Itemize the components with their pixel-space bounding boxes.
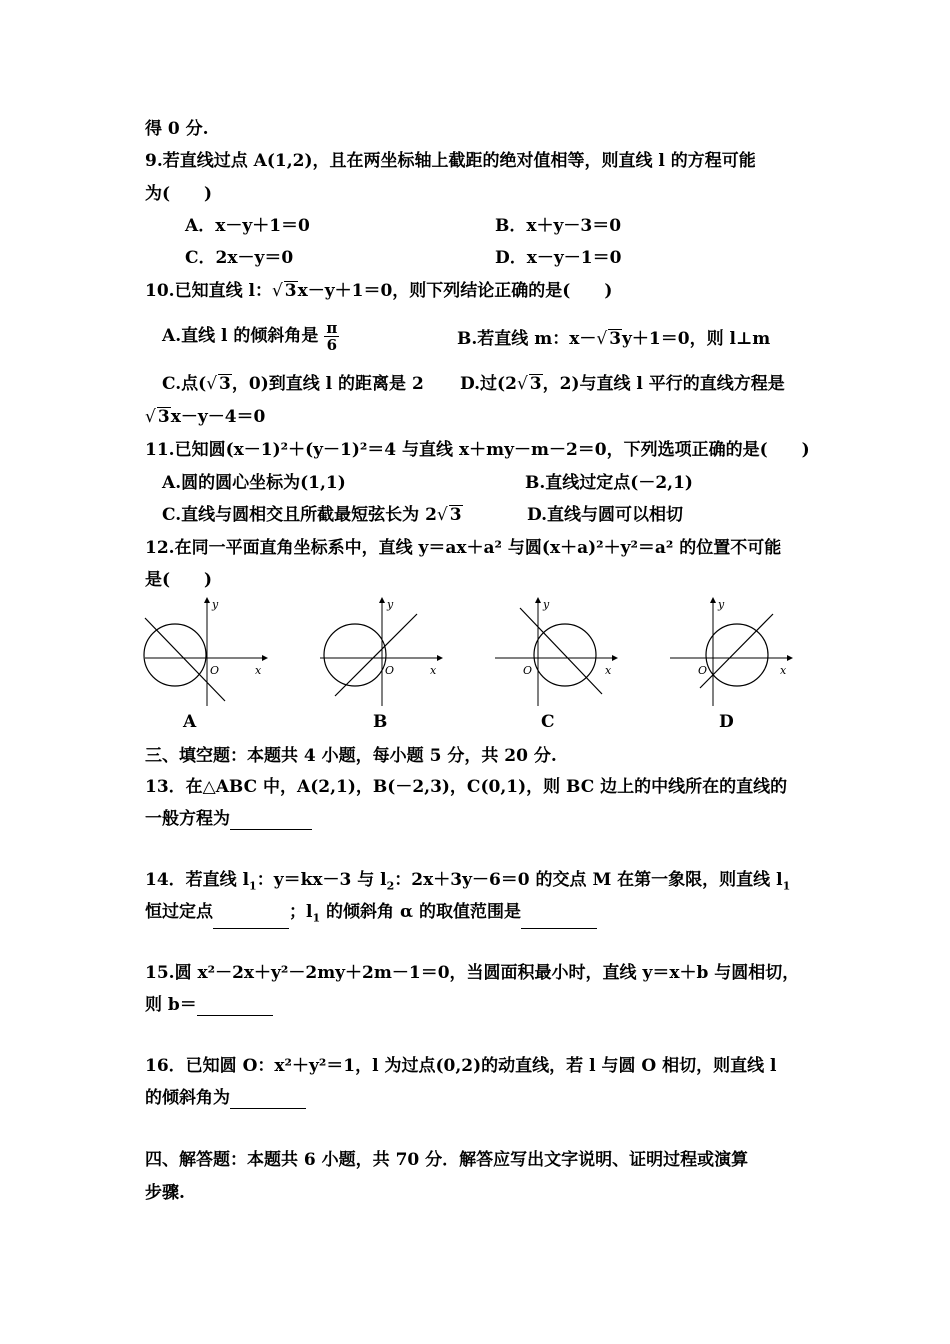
figure-label-c: C [541,712,555,732]
figure-c [490,596,620,708]
question-16-cont: 的倾斜角为 [145,1087,306,1109]
line-prev-end: 得 0 分. [145,119,209,139]
fig-a-y-label: y [212,598,219,611]
question-12: 12.在同一平面直角坐标系中，直线 y＝ax＋a² 与圆(x＋a)²＋y²＝a² 的位置不可能 [145,538,782,558]
figure-a [140,596,270,708]
figure-label-a: A [183,712,197,732]
fig-d-x-label: x [780,664,787,677]
answer-blank[interactable] [197,997,273,1016]
fig-b-y-label: y [387,598,394,611]
fig-d-origin-label: O [698,664,708,677]
answer-blank[interactable] [521,910,597,929]
q9-option-c: C．2x－y＝0 [185,248,294,268]
question-15: 15.圆 x²－2x＋y²－2my＋2m－1＝0，当圆面积最小时，直线 y＝x＋b 与圆相切， [145,963,800,983]
q9-option-d: D．x－y－1＝0 [495,248,622,268]
fig-b-x-label: x [430,664,437,677]
q11-option-b: B.直线过定点(－2,1) [525,473,693,493]
question-14-cont: 恒过定点 ；$l_1$ 的倾斜角 α 的取值范围是 [145,901,597,929]
question-9-cont: 为( ) [145,184,213,204]
section-4-heading-cont: 步骤. [145,1183,185,1203]
answer-blank[interactable] [230,811,312,830]
question-11: 11.已知圆(x－1)²＋(y－1)²＝4 与直线 x＋my－m－2＝0，下列选项正确的是( ) [145,440,810,460]
q11-option-d: D.直线与圆可以相切 [527,505,684,525]
question-14: 14．若直线 $l_1$：y＝kx－3 与 $l_2$：2x＋3y－6＝0 的交点 M 在第一象限，则直线 $l_1$ [145,870,791,893]
q10-option-c: C.点(√ 3，0)到直线 l 的距离是 2 [162,374,424,394]
q10-option-b: B.若直线 m：x－√ 3y＋1＝0，则 l⊥m [457,329,771,349]
fig-c-y-label: y [543,598,550,611]
question-12-cont: 是( ) [145,570,213,590]
fig-a-origin-label: O [210,664,220,677]
q11-option-c: C.直线与圆相交且所截最短弦长为 2√ 3 [162,505,462,525]
fig-a-x-label: x [255,664,262,677]
question-10: 10.已知直线 l：√ 3x－y＋1＝0，则下列结论正确的是( ) [145,281,613,301]
fig-c-origin-label: O [523,664,533,677]
figure-d [665,596,795,708]
fraction-pi-over-6: $\frac{\pi}{6}$ [326,319,338,354]
figure-b [315,596,445,708]
answer-blank[interactable] [230,1090,306,1109]
question-15-cont: 则 b＝ [145,994,273,1016]
q10-option-a: A.直线 l 的倾斜角是 $\frac{\pi}{6}$ [162,319,338,354]
question-13-cont: 一般方程为 [145,808,312,830]
answer-blank[interactable] [213,910,289,929]
figure-label-b: B [373,712,388,732]
question-13: 13．在△ABC 中，A(2,1)，B(－2,3)，C(0,1)，则 BC 边上的中线所在的直线的 [145,777,788,797]
question-16: 16．已知圆 O：x²＋y²＝1，l 为过点(0,2)的动直线，若 l 与圆 O 相切，则直线 l [145,1056,777,1076]
q11-option-a: A.圆的圆心坐标为(1,1) [162,473,346,493]
question-9: 9.若直线过点 A(1,2)，且在两坐标轴上截距的绝对值相等，则直线 l 的方程可能 [145,151,756,171]
fig-c-x-label: x [605,664,612,677]
section-3-heading: 三、填空题：本题共 4 小题，每小题 5 分，共 20 分. [145,746,557,766]
section-4-heading: 四、解答题：本题共 6 小题，共 70 分．解答应写出文字说明、证明过程或演算 [145,1150,749,1170]
q10-option-d: D.过(2√ 3，2)与直线 l 平行的直线方程是 [460,374,785,394]
fig-b-origin-label: O [385,664,395,677]
q9-option-b: B．x＋y－3＝0 [495,216,622,236]
figure-label-d: D [719,712,734,732]
q9-option-a: A．x－y＋1＝0 [185,216,310,236]
fig-d-y-label: y [718,598,725,611]
q10-option-d-cont: √ 3x－y－4＝0 [145,407,266,427]
